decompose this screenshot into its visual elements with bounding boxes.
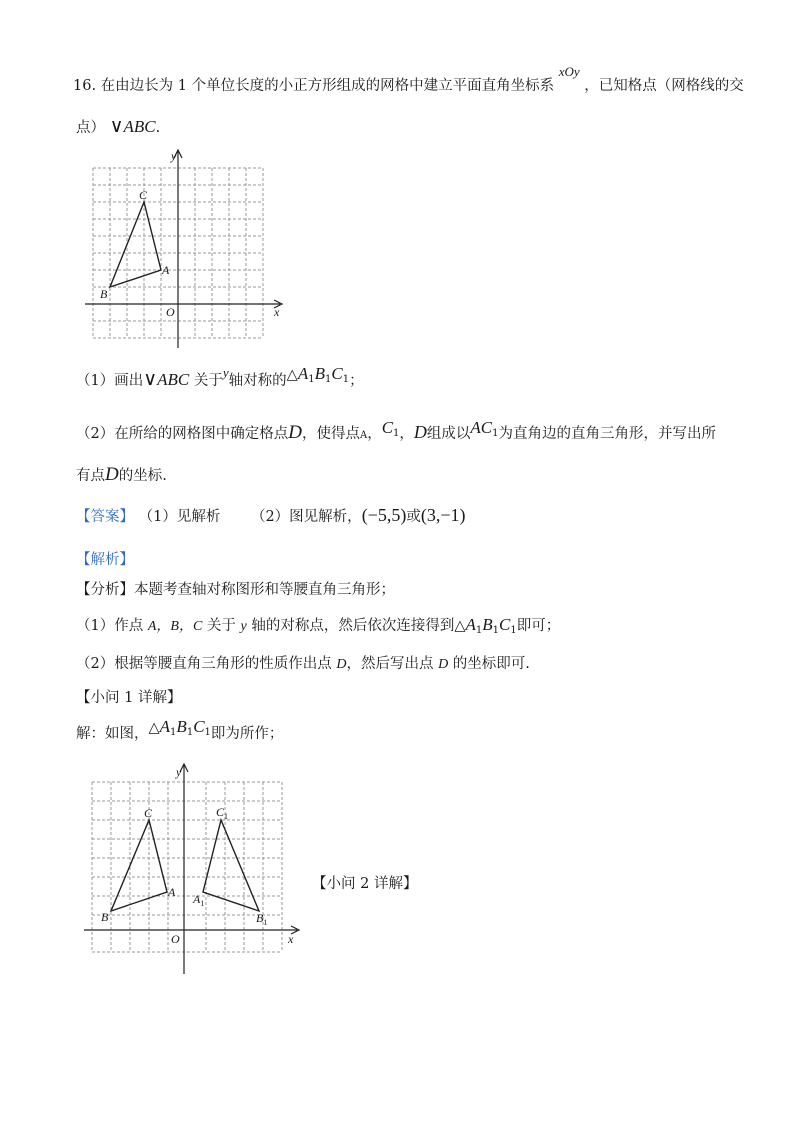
solution-a-sub: 1 bbox=[170, 727, 177, 738]
answer-line bbox=[76, 505, 465, 526]
figure-2-y-axis bbox=[180, 764, 188, 974]
point-b-label: B bbox=[100, 287, 108, 301]
figure-2 bbox=[92, 762, 312, 977]
fig2-point-b1-label bbox=[256, 911, 267, 927]
fig2-a1-sub: 1 bbox=[200, 899, 205, 908]
solution-line bbox=[76, 717, 284, 744]
step1-points: A，B，C bbox=[147, 619, 203, 634]
step1-tri-sym: △ bbox=[454, 618, 466, 634]
triangle-abc bbox=[110, 202, 161, 287]
fig2-x-axis-label: x bbox=[288, 932, 294, 946]
q1-text-c: 轴对称的 bbox=[228, 373, 287, 389]
problem-line-1 bbox=[73, 64, 744, 95]
y-axis-label: y bbox=[171, 149, 177, 163]
q2-text-a: 在所给的网格图中确定格点 bbox=[114, 426, 289, 442]
step1-c: C bbox=[499, 615, 511, 634]
step1-text-d: 即可； bbox=[516, 618, 561, 634]
triangle-symbol: ∨ bbox=[109, 115, 124, 137]
q1-axis: y bbox=[222, 365, 229, 380]
problem-text-1: 在由边长为 1 个单位长度的小正方形组成的网格中建立平面直角坐标系 bbox=[100, 78, 555, 94]
fig2-point-c1-label bbox=[216, 805, 228, 821]
q2-comma-1: ， bbox=[367, 426, 382, 442]
fig2-point-c-label: C bbox=[144, 806, 153, 820]
solution-triangle bbox=[148, 717, 211, 738]
step2-text-b: ，然后写出点 bbox=[346, 656, 439, 672]
problem-text-2-tail: . bbox=[155, 120, 161, 136]
answer-coord-2: (3,−1) bbox=[420, 505, 466, 525]
point-c-label: C bbox=[139, 188, 148, 202]
triangle-abc-fig2 bbox=[111, 820, 167, 911]
step2-d-2: D bbox=[438, 657, 449, 672]
solution-text-a: 解：如图， bbox=[76, 726, 149, 742]
triangle-name: ABC bbox=[123, 117, 156, 136]
answer-tag: 【答案】 bbox=[76, 509, 134, 525]
figure-2-x-axis bbox=[84, 926, 299, 934]
solution-b: B bbox=[176, 717, 187, 736]
step1-c-sub: 1 bbox=[510, 625, 517, 636]
point-a-label: A bbox=[162, 263, 170, 277]
q2-segment-ac: AC bbox=[470, 418, 493, 437]
answer-coord-1: (−5,5) bbox=[361, 505, 407, 525]
analysis-tag: 【解析】 bbox=[76, 552, 134, 568]
question-2-line-1 bbox=[76, 418, 717, 444]
solution-a: A bbox=[159, 717, 171, 736]
step2-text-a: （2）根据等腰直角三角形的性质作出点 bbox=[76, 656, 337, 672]
detail-2-heading: 【小问 2 详解】 bbox=[312, 876, 418, 892]
q1-result-triangle bbox=[286, 364, 350, 385]
detail-1-heading: 【小问 1 详解】 bbox=[76, 690, 182, 706]
step1-text-c: 轴的对称点，然后依次连接得到 bbox=[246, 618, 455, 634]
q2-point-a: A bbox=[359, 430, 368, 441]
q2-point-c1-sub: 1 bbox=[393, 428, 400, 439]
q2-line2-b: 的坐标. bbox=[118, 468, 167, 484]
q1-result-b-sub: 1 bbox=[324, 374, 332, 385]
step1-b: B bbox=[482, 615, 493, 634]
answer-or: 或 bbox=[406, 509, 421, 525]
q1-number: （1） bbox=[76, 373, 115, 389]
q1-triangle-name: ABC bbox=[157, 370, 190, 389]
solution-b-sub: 1 bbox=[186, 727, 194, 738]
q2-text-d: 为直角边的直角三角形，并写出所 bbox=[498, 426, 717, 442]
problem-number: 16. bbox=[73, 78, 97, 94]
q2-text-c: 组成以 bbox=[426, 426, 471, 442]
problem-text-2: 点） bbox=[76, 120, 105, 136]
figure-2-grid bbox=[92, 782, 282, 952]
fig2-point-b-label: B bbox=[101, 910, 109, 924]
q2-segment-ac-sub: 1 bbox=[492, 428, 499, 439]
q1-result-a-sub: 1 bbox=[308, 374, 315, 385]
q2-point-d: D bbox=[288, 422, 302, 443]
fig2-point-a1-label bbox=[192, 892, 204, 908]
step2-d: D bbox=[336, 657, 347, 672]
q1-result-c-sub: 1 bbox=[342, 374, 350, 385]
problem-text-1-tail: ，已知格点（网格线的交 bbox=[584, 78, 744, 94]
step1-b-sub: 1 bbox=[492, 625, 500, 636]
fig2-b1-sub: 1 bbox=[263, 918, 268, 927]
step1-a: A bbox=[465, 615, 476, 634]
q1-triangle-symbol: ∨ bbox=[143, 368, 158, 390]
q1-result-a: A bbox=[297, 364, 309, 383]
q2-point-c1: C bbox=[381, 418, 394, 437]
step1-y: y bbox=[240, 619, 247, 634]
step1-a-sub: 1 bbox=[475, 625, 483, 636]
solution-c: C bbox=[193, 717, 205, 736]
analysis-fenxi: 【分析】本题考查轴对称图形和等腰直角三角形； bbox=[76, 582, 395, 598]
solution-tri-sym: △ bbox=[148, 720, 160, 736]
solution-c-sub: 1 bbox=[204, 727, 211, 738]
q2-point-d-3: D bbox=[105, 464, 119, 485]
answer-part-1: （1）见解析 bbox=[138, 509, 221, 525]
fig2-c1-letter: C bbox=[216, 805, 225, 819]
fig2-origin-label: O bbox=[171, 932, 180, 946]
question-2-line-2 bbox=[76, 464, 167, 486]
x-axis-label: x bbox=[274, 305, 280, 319]
figure-1-x-axis bbox=[85, 300, 282, 308]
fig2-c1-sub: 1 bbox=[224, 812, 229, 821]
q2-line2-a: 有点 bbox=[76, 468, 105, 484]
answer-part-2: （2）图见解析， bbox=[250, 509, 362, 525]
problem-line-2 bbox=[76, 115, 160, 137]
analysis-step-1 bbox=[76, 614, 560, 636]
q1-end: ； bbox=[349, 373, 364, 389]
q1-text-b: 关于 bbox=[193, 373, 223, 389]
figure-1 bbox=[90, 148, 290, 348]
analysis-step-2 bbox=[76, 652, 530, 673]
fig2-point-a-label: A bbox=[168, 885, 176, 899]
q1-result-b: B bbox=[314, 364, 325, 383]
coord-system: xOy bbox=[558, 64, 580, 79]
q1-result-sym: △ bbox=[286, 367, 298, 383]
q1-text-a: 画出 bbox=[114, 373, 144, 389]
triangle-a1b1c1 bbox=[203, 820, 259, 911]
solution-text-b: 即为所作； bbox=[210, 726, 284, 742]
q1-result-c: C bbox=[331, 364, 343, 383]
question-1 bbox=[76, 364, 364, 391]
figure-1-y-axis bbox=[174, 150, 182, 348]
q2-point-d-2: D bbox=[413, 422, 427, 442]
fig2-a1-letter: A bbox=[193, 892, 201, 906]
q2-number: （2） bbox=[76, 426, 115, 442]
step1-text-b: 关于 bbox=[202, 618, 241, 634]
q2-comma-2: ， bbox=[399, 426, 414, 442]
fig2-y-axis-label: y bbox=[176, 765, 182, 779]
step2-text-c: 的坐标即可. bbox=[448, 656, 530, 672]
step1-text-a: （1）作点 bbox=[76, 618, 148, 634]
origin-label: O bbox=[166, 305, 175, 319]
fig2-b1-letter: B bbox=[256, 911, 264, 925]
q2-text-b: ，使得点 bbox=[301, 426, 360, 442]
